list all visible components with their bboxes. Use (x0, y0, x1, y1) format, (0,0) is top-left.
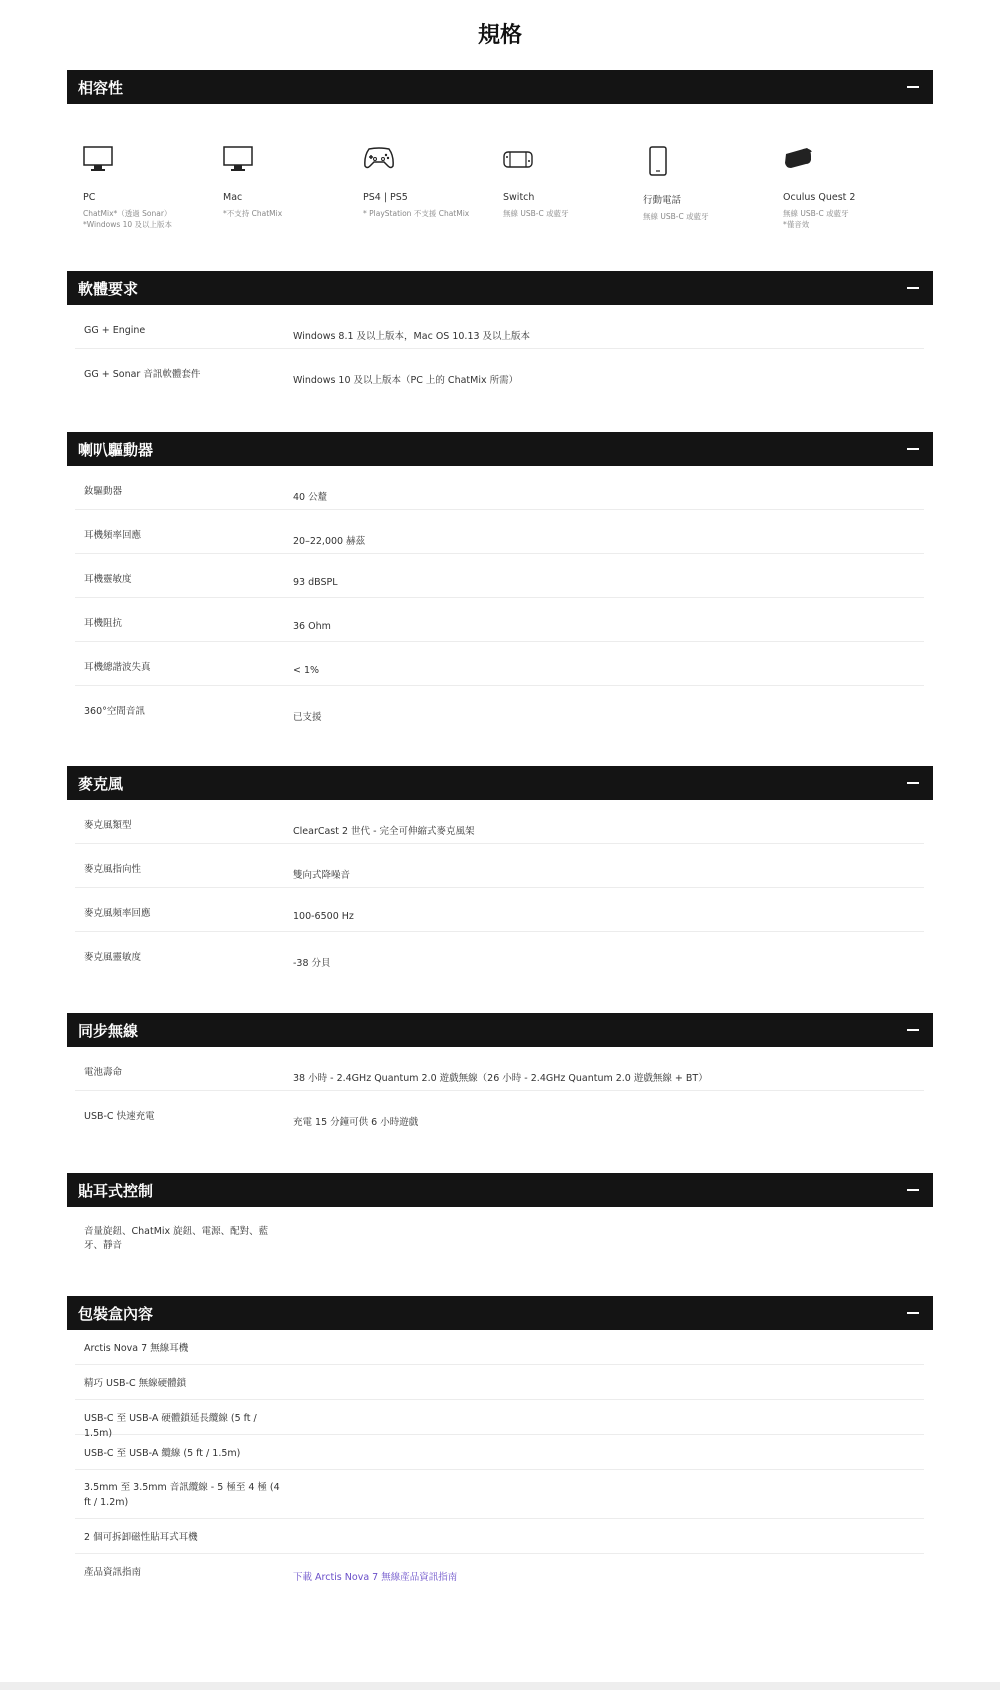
monitor-icon (223, 146, 363, 180)
compat-name: 行動電話 (643, 195, 682, 206)
compat-item-switch (503, 146, 643, 230)
section-header-earcup[interactable] (67, 1173, 933, 1207)
collapse-icon[interactable] (907, 448, 919, 450)
spec-label: 麥克風頻率回應 (84, 908, 151, 919)
compat-name: Switch (503, 192, 535, 203)
spec-row (75, 598, 924, 642)
compat-item-pc (83, 146, 223, 230)
spec-row (75, 466, 924, 510)
compat-note: *不支持 ChatMix (223, 209, 283, 218)
spec-label: USB-C 快速充電 (84, 1111, 155, 1122)
list-item (75, 1400, 924, 1439)
spec-label: 耳機總諧波失真 (84, 662, 151, 673)
section-microphone (67, 766, 933, 976)
spec-value: 38 小時 - 2.4GHz Quantum 2.0 遊戲無線（26 小時 - 2.4GHz Quantum 2.0 遊戲無線 + BT） (293, 1073, 708, 1084)
spec-value: < 1% (293, 665, 320, 676)
spec-value: 充電 15 分鐘可供 6 小時遊戲 (293, 1117, 419, 1128)
list-item (75, 1435, 924, 1470)
spec-label: 耳機靈敏度 (84, 574, 132, 585)
compat-note: 無線 USB-C 或藍牙 (643, 212, 709, 221)
section-title: 同步無線 (78, 1021, 139, 1040)
spec-label: GG + Sonar 音訊軟體套件 (84, 369, 201, 380)
list-item (75, 1519, 924, 1554)
spec-row (75, 1047, 924, 1091)
section-speaker (67, 432, 933, 730)
spec-value: Windows 8.1 及以上版本，Mac OS 10.13 及以上版本 (293, 331, 531, 342)
compat-note: 無線 USB-C 或藍牙 (503, 209, 569, 218)
section-title: 貼耳式控制 (78, 1181, 154, 1200)
box-item-label: 2 個可拆卸磁性貼耳式耳機 (84, 1532, 198, 1543)
spec-row (75, 888, 924, 932)
spec-row (75, 844, 924, 888)
compat-note: * PlayStation 不支援 ChatMix (363, 209, 470, 218)
section-compatibility (67, 70, 933, 240)
spec-value: 100-6500 Hz (293, 911, 354, 922)
spec-row (75, 349, 924, 393)
spec-row (75, 554, 924, 598)
section-header-speaker[interactable] (67, 432, 933, 466)
collapse-icon[interactable] (907, 287, 919, 289)
compat-name: PC (83, 192, 96, 203)
spec-value: ClearCast 2 世代 - 完全可伸縮式麥克風架 (293, 826, 475, 837)
footer-bar (0, 1682, 1000, 1690)
compat-name: Oculus Quest 2 (783, 192, 856, 203)
spec-value: 雙向式降噪音 (293, 870, 351, 881)
spec-value: 36 Ohm (293, 621, 331, 632)
spec-rows (75, 305, 924, 393)
compat-name: Mac (223, 192, 243, 203)
compat-item-phone (643, 146, 783, 230)
spec-value: 20–22,000 赫茲 (293, 536, 366, 547)
section-wireless (67, 1013, 933, 1135)
smartphone-icon (643, 146, 783, 180)
compat-note: *Windows 10 及以上版本 (83, 220, 173, 229)
spec-label: 電池壽命 (84, 1067, 123, 1078)
compat-note: 無線 USB-C 或藍牙 (783, 209, 849, 218)
section-header-microphone[interactable] (67, 766, 933, 800)
collapse-icon[interactable] (907, 1189, 919, 1191)
section-box (67, 1296, 933, 1598)
list-item (75, 1470, 924, 1519)
collapse-icon[interactable] (907, 86, 919, 88)
spec-row (75, 510, 924, 554)
collapse-icon[interactable] (907, 782, 919, 784)
earcup-controls-text: 音量旋鈕、ChatMix 旋鈕、電源、配對、藍牙、靜音 (84, 1226, 269, 1251)
spec-label: GG + Engine (84, 325, 146, 336)
box-item-label: USB-C 至 USB-A 硬體鎖延長纜線 (5 ft / 1.5m) (84, 1413, 257, 1439)
spec-row (75, 932, 924, 976)
box-item-label: 精巧 USB-C 無線硬體鎖 (84, 1378, 187, 1389)
section-title: 喇叭驅動器 (78, 440, 154, 459)
spec-label: 麥克風指向性 (84, 864, 142, 875)
compat-item-ps (363, 146, 503, 230)
section-title: 軟體要求 (78, 279, 139, 298)
compatibility-list (67, 146, 933, 230)
spec-row (75, 642, 924, 686)
section-software (67, 271, 933, 393)
spec-value: 40 公釐 (293, 492, 328, 503)
list-item (75, 1554, 924, 1598)
spec-value: Windows 10 及以上版本（PC 上的 ChatMix 所需） (293, 375, 519, 386)
page-title: 規格 (477, 23, 522, 48)
spec-rows (75, 466, 924, 730)
compat-item-oculus (783, 146, 923, 230)
collapse-icon[interactable] (907, 1312, 919, 1314)
section-title: 麥克風 (78, 774, 124, 793)
spec-rows (75, 800, 924, 976)
spec-rows (75, 1047, 924, 1135)
spec-row (75, 686, 924, 730)
spec-value: -38 分貝 (293, 958, 331, 969)
section-title: 相容性 (78, 78, 124, 97)
section-header-software[interactable] (67, 271, 933, 305)
spec-label: 耳機頻率回應 (84, 530, 142, 541)
product-guide-link[interactable]: 下載 Arctis Nova 7 無線產品資訊指南 (293, 1572, 458, 1583)
section-earcup (67, 1173, 933, 1263)
spec-value: 已支援 (293, 712, 322, 723)
section-title: 包裝盒內容 (78, 1304, 154, 1323)
box-item-label: 產品資訊指南 (84, 1567, 142, 1578)
box-item-label: 3.5mm 至 3.5mm 音訊纜線 - 5 極至 4 極 (4 ft / 1.2m) (84, 1482, 280, 1508)
collapse-icon[interactable] (907, 1029, 919, 1031)
spec-label: 釹驅動器 (84, 486, 123, 497)
spec-value: 93 dBSPL (293, 577, 338, 588)
switch-console-icon (503, 146, 643, 180)
spec-row (75, 305, 924, 349)
spec-row (75, 1091, 924, 1135)
spec-label: 麥克風類型 (84, 820, 132, 831)
vr-headset-icon (783, 146, 923, 180)
monitor-icon (83, 146, 223, 180)
section-header-wireless[interactable] (67, 1013, 933, 1047)
list-item (75, 1330, 924, 1365)
list-item (75, 1365, 924, 1400)
gamepad-icon (363, 146, 503, 180)
spec-label: 麥克風靈敏度 (84, 952, 142, 963)
compat-note: *僅音效 (783, 220, 810, 229)
section-header-box[interactable] (67, 1296, 933, 1330)
compat-item-mac (223, 146, 363, 230)
compat-name: PS4 | PS5 (363, 192, 408, 203)
section-header-compatibility[interactable] (67, 70, 933, 104)
spec-label: 耳機阻抗 (84, 618, 123, 629)
box-item-label: USB-C 至 USB-A 纜線 (5 ft / 1.5m) (84, 1448, 241, 1459)
spec-label: 360°空間音訊 (84, 706, 145, 717)
box-item-label: Arctis Nova 7 無線耳機 (84, 1343, 189, 1354)
spec-row (75, 800, 924, 844)
box-contents-list (75, 1330, 924, 1598)
compat-note: ChatMix*（透過 Sonar） (83, 209, 172, 218)
